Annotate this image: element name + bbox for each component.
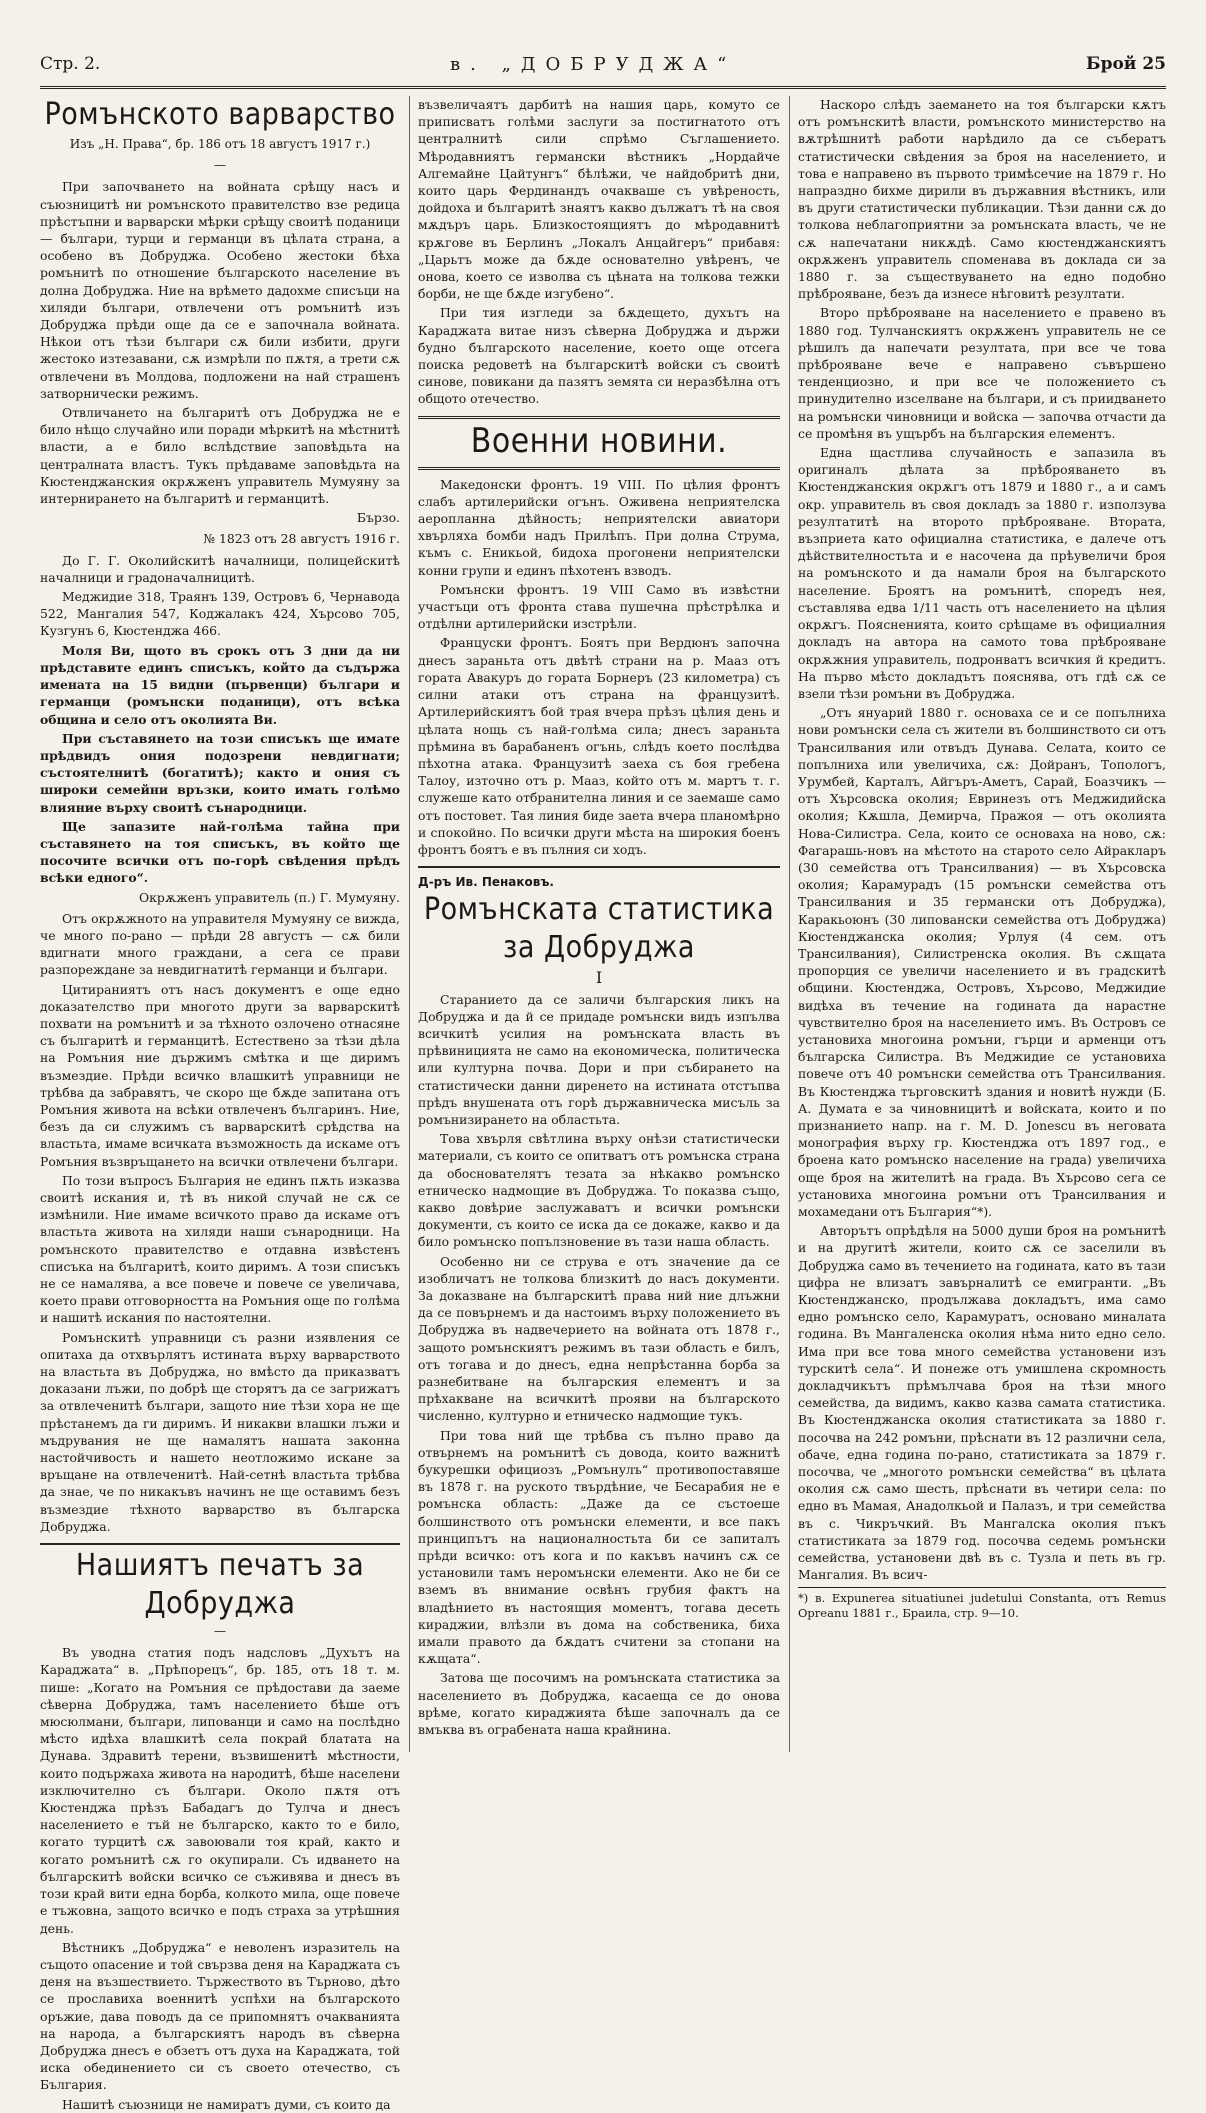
order-paragraph: При съставянето на този списъкъ ще имате прѣдвидъ ония подозрени невдигнати; състоятелнитѣ (богатитѣ); както и ония съ широки семейни връзки, които имать голѣмо влияние върху своитѣ сънародници. — [40, 730, 400, 815]
section-separator — [418, 416, 780, 419]
part-numeral: I — [595, 968, 603, 988]
paragraph: Цитираниятъ отъ насъ документъ е още едно доказателство при многото други за варварскитѣ похвати на ромънитѣ и за тѣхното озлочено отнасяне съ българитѣ и германцитѣ. Естествено за тѣзи дѣла на Ромъния ние държимъ смѣтка и ще диримъ възмездие. Прѣди всичко влашкитѣ управници не трѣбва да забравятъ, че скоро ще бѫде запитана отъ Ромъния живота на всѣки отвлеченъ българинъ. Ние, безъ да си служимъ съ варварскитѣ срѣдства на властьта, имаме всичката възможность да искаме отъ Ромъния възвръщането на всички отвлечени българи. — [40, 981, 400, 1169]
news-item: Француски фронтъ. Боятъ при Вердюнъ започна днесъ зараньта отъ двѣтѣ страни на р. Мааз отъ гората Авакуръ до гората Борнеръ (23 километра) съ силни атаки отъ страна на французитѣ. Артилерийскиятъ бой трая вчера прѣзъ цѣлия день и цѣлата нощь съ най-голѣма сила; днесъ зараньта прѣмина въ барабаненъ огънь, слѣдъ което послѣдва пѣхотна атака. Французитѣ заеха съ боя гребена Талоу, източно отъ р. Мааз, който отъ м. мартъ т. г. служеше като отбранителна линия и се заемаше само отъ постовет. Тая линия биде заета вчера планомѣрно и спокойно. По всички други мѣста на широкия боенъ фронтъ боятъ е въ пълния си ходъ. — [418, 635, 780, 857]
article-title: Ромънската статистика за Добруджа — [423, 892, 775, 966]
order-paragraph: Ще запазите най-голѣма тайна при съставянето на тоя списъкъ, въ който ще посочите всички отъ по-горѣ свѣдения прѣдъ всѣки едного“. — [40, 818, 400, 886]
order-number: № 1823 отъ 28 августъ 1916 г. — [203, 531, 400, 547]
masthead — [40, 44, 1166, 84]
divider-dash: — — [214, 158, 226, 173]
paragraph: Второ прѣброяване на населението е правено въ 1880 год. Тулчанскиятъ окрѫженъ управитель не се рѣшилъ да напечати резултата, при все че това прѣброяване вече е направено съвършено тенденциозно, и при все че положението съ принудително изселване на българи, и съ приидването на ромънски чиновници и войска — започва отчасти да се промѣня въ ущърбъ на българския елементъ. — [798, 305, 1166, 441]
paragraph: Вѣстникъ „Добруджа“ е неволенъ изразитель на същото опасение и той свързва деня на Караджата съ деня на възшествието. Тържеството въ Търново, дѣто се прославиха военнитѣ успѣхи на българското оръжие, дава поводъ да се припомнятъ очакванията на народа, а българскиятъ народъ въ сѣверна Добруджа днесъ е обзетъ отъ духа на Караджата, той иска обединението си съ своето отечество, съ България. — [40, 1939, 400, 2093]
column-1 — [40, 96, 400, 2112]
paragraph: Старанието да се заличи българския ликъ на Добруджа и да й се придаде ромънски видъ изпълва всичкитѣ усилия на ромънската власть въ прѣвиницията не само на економическа, политическа или културна почва. Дори и при събирането на статистически данни диренето на истината отстъпва прѣдъ внушената отъ горѣ държавническа мисъль за ромънизирането на областьта. — [418, 991, 780, 1127]
news-item: Македонски фронтъ. 19 VIII. По цѣлия фронтъ слабъ артилерийски огънъ. Оживена неприятелска аеропланна дѣйность; неприятелски авиатори хвърляха бомби надъ Прилѣпъ. При долна Струма, къмъ с. Еникьой, бидоха прогонени неприятелски конни групи и единъ пѣхотенъ взводъ. — [418, 476, 780, 578]
order-signature: Окрѫженъ управитель (п.) Г. Мумуяну. — [139, 889, 400, 905]
section-title: Военни новини. — [470, 421, 728, 461]
order-heading: Бързо. — [356, 510, 400, 526]
paragraph: Авторътъ опрѣдѣля на 5000 души броя на ромънитѣ и на другитѣ жители, които сѫ се заселили въ Добруджа само въ течението на годината, като въ тази цифра не влизатъ завърналитѣ се емигранти. „Въ Кюстенджанско, продължава докладътъ, има само едно ромънско село, Карамуратъ, основано миналата година. Въ Мангаленска околия нѣма нито едно село. Има при все това много семейства установени изъ турскитѣ села“. И понеже отъ умишлена скромность докладчикътъ прѣмълчава броя на тѣзи много семейства, да видимъ, какво казва самата статистика. Въ Кюстенджанска околия статистиката за 1880 г. посочва на 242 ромъни, прѣснати въ 12 различни села, обаче, една година по-рано, статистиката за 1879 г. посочва, че „многото ромънски семейства“ въ цѣлата околия сѫ само шесть, прѣснати въ четири села: по едно въ Мамая, Анадолкьой и Палазъ, и три семейства въ с. Чикръчкий. Въ Мангалска околия пъкъ статистиката за 1879 год. посочва седемь ромънски семейства, установени двѣ въ с. Тузла и петь въ гр. Мангалия. Въ всич- — [798, 1223, 1166, 1583]
order-addressee: До Г. Г. Околийскитѣ началници, полицейскитѣ началници и градоначалницитѣ. — [40, 552, 400, 585]
paragraph: Нашитѣ съюзници не намиратъ думи, съ които да — [62, 2096, 391, 2112]
news-item: Ромънски фронтъ. 19 VIII Само въ извѣстни участъци отъ фронта става пушечна прѣстрѣлка и отдѣлни артилерийски изстрѣли. — [418, 581, 780, 632]
column-divider — [789, 96, 790, 1752]
paragraph: Затова ще посочимъ на ромънската статистика за населението въ Добруджа, касаеща се до онова врѣме, когато кираджията бѣше започналъ да се вмъква въ ограбената наша крайнина. — [418, 1670, 780, 1738]
article-source: Изъ „Н. Права“, бр. 186 отъ 18 августъ 1917 г.) — [69, 137, 371, 151]
masthead-rule — [40, 86, 1166, 89]
paragraph: Въ уводна статия подъ надсловъ „Духътъ на Караджата“ в. „Прѣпорецъ“, бр. 185, отъ 18 т. м. пише: „Когато на Ромъния се прѣдостави да заеме сѣверна Добруджа, тамъ населението бѣше отъ мюсюлмани, българи, липованци и само на послѣдно мѣсто идѣха влашкитѣ села покрай блатата на Дунава. Здравитѣ терени, възвишенитѣ мѣстности, които подържаха живота на народитѣ, бѣше населени изключително съ българи. Около пѫтя отъ Кюстенджа прѣзъ Бабадагъ до Тулча и днесъ населението е тъй не българско, както то е било, когато турцитѣ сѫ завоювали тоя край, както и когато ромънитѣ сѫ го окупирали. Съ идването на българскитѣ войски всичко се съживява и днесъ въ този край вити една борба, колкото мила, още повече е тъжовна, защото всичко е подъ страха за утрѣшния день. — [40, 1645, 400, 1936]
paragraph: „Отъ януарий 1880 г. основаха се и се попълниха нови ромънски села съ жители въ болшинството си отъ Трансилвания или отвъдъ Дунава. Селата, които се попълниха или увеличиха, сѫ: Дойранъ, Топологъ, Урумбей, Карталъ, Айгъръ-Аметъ, Сарай, Боазчикъ — отъ Хърсовска околия; Евринезъ отъ Меджидийска околия; Кѫшла, Демирча, Пражоя — отъ околията Нова-Силистра. Села, които се основаха на ново, сѫ: Фагарашь-новъ на мѣстото на старото село Айракларъ (30 семейства отъ Трансилвания) — въ Хърсовска околия; Карамурадъ (15 ромънски семейства отъ Трансилвания и 35 германски отъ Добруджа), Каракьоюнъ (30 липовански семейства отъ Добруджа) Кюстенджанска околия; Урлуя (4 сем. отъ Трансилвания), Силистренска околия. Въ сѫщата пропорция се увеличи населението и въ градскитѣ общини. Кюстенджа, Островъ, Хърсово, Меджидие видѣха въ течение на годината да нарастне чувствително броя на населението имъ. Въ Островъ се установиха многоина ромъни, гърци и арменци отъ българска Силистра. Въ Меджидие се установиха повече отъ 40 ромънски семейства отъ Трансилвания. Въ Кюстенджа търговскитѣ здания и новитѣ нужди (Б. А. Думата е за чиновницитѣ и войската, които и по признанието напр. на г. M. D. Jonescu въ неговата монография върху гр. Кюстенджа отъ 1897 год., е броена като ромънско население на града) увеличиха още броя на жителитѣ на града. Въ Хърсово сега се установиха многоина ромъни отъ Трансилвания и мохамедани отъ България“*). — [798, 705, 1166, 1219]
paragraph: Отвличането на българитѣ отъ Добруджа не е било нѣщо случайно или поради мѣркитѣ на мѣстнитѣ власти, а е било вслѣдствие заповѣдьта на централната властъ. Тукъ прѣдаваме заповѣдьта на Кюстенджанския окрѫженъ управитель Мумуяну за интернирането на българитѣ и германцитѣ. — [40, 405, 400, 507]
order-paragraph: Моля Ви, щото въ срокъ отъ 3 дни да ни прѣдставите единъ списъкъ, който да съдържа имената на 15 видни (първенци) българи и германци (ромънски поданици), отъ всѣка община и село отъ околията Ви. — [40, 642, 400, 727]
divider-dash: — — [214, 1624, 226, 1639]
section-separator — [418, 467, 780, 470]
paragraph: При започването на войната срѣщу насъ и съюзницитѣ ни ромънското правителство взе редица прѣстъпни и варварски мѣрки срѣщу своитѣ поданици — българи, турци и германци въ цѣлата страна, а особено въ Добруджа. Особено жестоки бѣха ромънитѣ по отношение българското население въ долна Добруджа. Ние на врѣмето дадохме списъци на хиляди българи, отвлечени отъ ромънитѣ изъ Добруджа прѣди още да се е започнала войната. Нѣкои отъ тѣзи българи сѫ били избити, други жестоко изтезавани, сѫ измрѣли по пѫтя, а трети сѫ отвлечени въ Молдова, подложени на най страшенъ затворнически режимъ. — [40, 179, 400, 401]
article-title: Ромънското варварство — [44, 97, 396, 132]
article-title: Нашиятъ печатъ за Добруджа — [75, 1548, 365, 1621]
article-author: Д-ръ Ив. Пенаковъ. — [418, 875, 554, 890]
paragraph: Особенно ни се струва е отъ значение да се изобличатъ не толкова близкитѣ до насъ документи. За доказване на българскитѣ права ний ние длъжни да се повърнемъ и да настоимъ върху положението въ Добруджа въ надвечерието на войната отъ 1878 г., защото ромънскиятъ режимъ въ тази область е билъ, отъ тогава и до днесъ, една непрѣстанна борба за разнебитване на българския елементъ и за прѣхакване на всичкитѣ прояви на българското численно, културно и етническо надмощие тукъ. — [418, 1253, 780, 1424]
issue-number: Брой 25 — [1086, 54, 1166, 74]
paragraph: При тия изгледи за бѫдещето, духътъ на Караджата витае низъ сѣверна Добруджа и държи будно българското население, което още отсега поиска редоветѣ на българскитѣ войски съ своитѣ синове, повикани да пазятъ земята си неразбѣлна отъ общото отечество. — [418, 305, 780, 407]
paragraph: възвеличаятъ дарбитѣ на нашия царь, комуто се приписватъ голѣми заслуги за постигнатото отъ централнитѣ сили спрѣмо Съглашението. Мѣродавниятъ германски вѣстникъ „Нордайче Алгемайне Цайтунгъ“ бѣлѣжи, че найдобритѣ дни, които царь Фердинандъ очакваше съ увѣреность, дойдоха и българитѣ знаятъ какво дължатъ тѣ на своя мѫдъръ царь. Близкостоящиятъ до мѣродавнитѣ крѫгове въ Берлинъ „Локалъ Анцайгеръ“ прибавя: „Царьтъ може да бѫде основателно увѣренъ, че онова, което се изволва съ цѣната на толкова тежки борби, не ще бѫде изгубено“. — [418, 97, 780, 302]
order-places: Меджидие 318, Траянъ 139, Островъ 6, Чернавода 522, Мангалия 547, Коджалакъ 424, Хърсово 705, Кузгунъ 6, Кюстенджа 466. — [40, 589, 400, 639]
paragraph: Това хвърля свѣтлина върху онѣзи статистически материали, съ които се опитватъ отъ ромънска страна да обоснователятъ тезата за нѣкакво ромънско етническо надмощие въ Добруджа. То показва също, какво довѣрие заслужаватъ и всички ромънски документи, съ които се иска да се докаже, какво и да било ромънско попълзновение въ тази наша область. — [418, 1131, 780, 1250]
paragraph: При това ний ще трѣбва съ пълно право да отвърнемъ на ромънитѣ съ довода, които важнитѣ букурешки официозъ „Ромънулъ“ противопоставяше въ 1878 г. на руското твърдѣние, че Бесарабия не е ромънска область: „Даже да се състоеше болшинството отъ ромънски елементи, и все пакъ принципътъ на националностьта би се запиталъ прѣди всичко: отъ кога и по какъвъ начинъ сѫ се установили тамъ неромънски елементи. Ако не би се вземъ въ внимание освѣнъ грубия фактъ на владѣнието въ настоящия моментъ, тогава десеть кираджии, влѣзли въ дома на собственика, биха имали правото да бѫдатъ считени за стопани на кѫщата“. — [418, 1427, 780, 1667]
column-divider — [409, 96, 410, 1752]
paragraph: Отъ окрѫжното на управителя Мумуяну се вижда, че много по-рано — прѣди 28 августъ — сѫ били вдигнати много граждани, а сега се прави разпореждане за невдигнатитѣ германци и българи. — [40, 910, 400, 978]
column-2 — [418, 96, 780, 1752]
article-separator — [40, 1543, 400, 1545]
column-3 — [798, 96, 1166, 1752]
paragraph: По този въпросъ България не единъ пѫть изказва своитѣ искания и, тѣ въ никой случай не сѫ се измѣнили. Ние имаме всичкото право да искаме отъ властьта живота на хиляди наши сънародници. На ромънското правителство е отдавна извѣстенъ списъка на българитѣ, които диримъ. А този списъкъ не се намалява, а все повече и повече се увеличава, което прави отговорността на Ромъния още по голѣма и нашитѣ искания по настоятелни. — [40, 1172, 400, 1326]
newspaper-title: в. „ДОБРУДЖА“ — [450, 53, 737, 75]
footnote: *) в. Expunerea situatiunei judetului Constanta, отъ Remus Opreanu 1881 г., Браила, стр. 9—10. — [798, 1587, 1166, 1621]
paragraph: Ромънскитѣ управници съ разни изявления се опитаха да отхвърлятъ истината върху варварството на властьта въ Добруджа, но вмѣсто да приказватъ доказани лъжи, по добрѣ ще сторятъ да се загрижатъ за отвлеченитѣ българи, защото ние тѣзи хора не ще прѣстанемъ да ги диримъ. И никакви влашки лъжи и мъдрувания не ще намалятъ нашата законна настойчивость и нашето неотложимо искане за връщане на отвлеченитѣ. Най-сетнѣ властьта трѣбва да знае, че по никакъвъ начинъ не ще оставимъ безъ възмездие тѣхното варварство въ българска Добруджа. — [40, 1329, 400, 1534]
paragraph: Една щастлива случайность е запазила въ оригиналъ дѣлата за прѣброяването въ Кюстенджанския окрѫгъ отъ 1879 и 1880 г., а и самъ окр. управитель въ своя докладъ за 1880 г. използува резултатитѣ на второто прѣброяване. Втората, възприета като официална статистика, е далече отъ дѣйствителностьта и е насочена да прѣувеличи броя на ромънското и да намали броя на българското население. Броятъ на ромънитѣ, споредъ нея, съставлява едва 1/11 часть отъ населението на цѣлия окрѫгъ. Поясненията, които срѣщаме въ официалния докладъ на автора на самото това прѣброяване окрѫжния управитель, подронватъ всичкия й кредитъ. На първо мѣсто докладътъ пояснява, отъ гдѣ сѫ се взели тѣзи ромъни въ Добруджа. — [798, 445, 1166, 701]
page-number: Стр. 2. — [40, 54, 101, 74]
article-separator — [418, 866, 780, 868]
paragraph: Наскоро слѣдъ заемането на тоя български кѫтъ отъ ромънскитѣ власти, ромънското министерство на вѫтрѣшнитѣ работи нарѣдило да се събератъ статистически свѣдения за броя на населението, и това е направено въ първото тримѣсечие на 1879 г. Но напраздно бихме дирили въ държавния вѣстникъ, или въ други статистически публикации. Тѣзи данни сѫ до толкова неблагоприятни за ромънската власть, че не сѫ напечатани никѫдѣ. Само кюстенджанскиятъ окрѫженъ управитель споменава въ доклада си за 1880 г. за съществуването на едно подобно прѣброяване, безъ да изнесе нѣговитѣ резултати. — [798, 97, 1166, 302]
